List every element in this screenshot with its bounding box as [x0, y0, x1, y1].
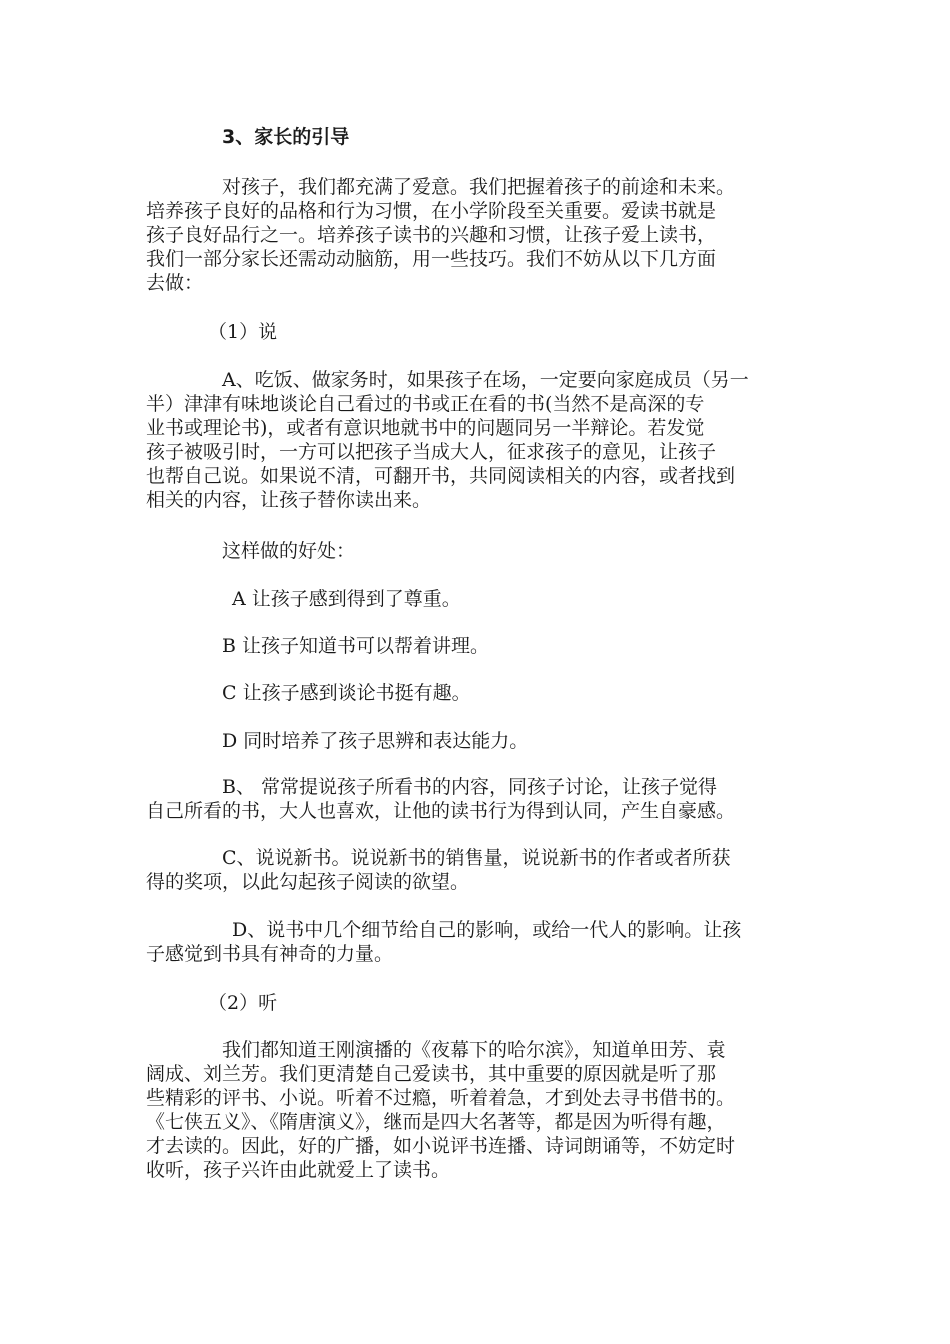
item-c-paragraph [146, 846, 810, 894]
listen-line: 我们都知道王刚演播的《夜幕下的哈尔滨》，知道单田芳、袁 [222, 1039, 726, 1061]
item-c-line: 得的奖项，以此勾起孩子阅读的欲望。 [146, 871, 470, 893]
item-b-paragraph [146, 775, 810, 823]
listen-line: 《七侠五义》、《隋唐演义》，继而是四大名著等，都是因为听得有趣， [146, 1111, 726, 1133]
section-heading: 3、家长的引导 [222, 126, 350, 148]
item-b-line: B、 常常提说孩子所看书的内容，同孩子讨论，让孩子觉得 [222, 776, 718, 798]
item-a-line: 半）津津有味地谈论自己看过的书或正在看的书(当然不是高深的专 [146, 393, 705, 415]
benefits-title: 这样做的好处： [222, 540, 356, 562]
item-a-line: 也帮自己说。如果说不清，可翻开书，共同阅读相关的内容，或者找到 [146, 465, 736, 487]
benefit-d: D 同时培养了孩子思辨和表达能力。 [222, 730, 529, 752]
intro-line: 孩子良好品行之一。培养孩子读书的兴趣和习惯，让孩子爱上读书， [146, 224, 717, 246]
item-a-line: 业书或理论书)，或者有意识地就书中的问题同另一半辩论。若发觉 [146, 417, 705, 439]
item-b-line: 自己所看的书，大人也喜欢，让他的读书行为得到认同，产生自豪感。 [146, 800, 736, 822]
intro-line: 对孩子，我们都充满了爱意。我们把握着孩子的前途和未来。 [222, 176, 736, 198]
item-c-line: C、说说新书。说说新书的销售量，说说新书的作者或者所获 [222, 847, 731, 869]
intro-line: 培养孩子良好的品格和行为习惯，在小学阶段至关重要。爱读书就是 [146, 200, 717, 222]
item-a-line: A、吃饭、做家务时，如果孩子在场，一定要向家庭成员（另一 [222, 369, 749, 391]
listen-line: 才去读的。因此，好的广播，如小说评书连播、诗词朗诵等，不妨定时 [146, 1135, 736, 1157]
section1-title: （1）说 [208, 321, 278, 343]
listen-line: 阔成、刘兰芳。我们更清楚自己爱读书，其中重要的原因就是听了那 [146, 1063, 717, 1085]
benefit-c: C 让孩子感到谈论书挺有趣。 [222, 682, 471, 704]
listen-line: 收听，孩子兴许由此就爱上了读书。 [146, 1159, 451, 1181]
listen-paragraph [146, 1038, 810, 1182]
benefit-a: A 让孩子感到得到了尊重。 [232, 588, 461, 610]
intro-line: 去做： [146, 272, 204, 294]
item-d-line: 子感觉到书具有神奇的力量。 [146, 943, 394, 965]
item-d-line: D、说书中几个细节给自己的影响，或给一代人的影响。让孩 [232, 919, 742, 941]
intro-line: 我们一部分家长还需动动脑筋，用一些技巧。我们不妨从以下几方面 [146, 248, 717, 270]
intro-paragraph [146, 175, 810, 295]
item-a-line: 孩子被吸引时，一方可以把孩子当成大人，征求孩子的意见，让孩子 [146, 441, 717, 463]
item-a-line: 相关的内容，让孩子替你读出来。 [146, 489, 432, 511]
section2-title: （2）听 [208, 992, 278, 1014]
item-d-paragraph [146, 918, 810, 966]
benefit-b: B 让孩子知道书可以帮着讲理。 [222, 635, 490, 657]
item-a-paragraph [146, 368, 810, 512]
listen-line: 些精彩的评书、小说。听着不过瘾，听着着急，才到处去寻书借书的。 [146, 1087, 736, 1109]
